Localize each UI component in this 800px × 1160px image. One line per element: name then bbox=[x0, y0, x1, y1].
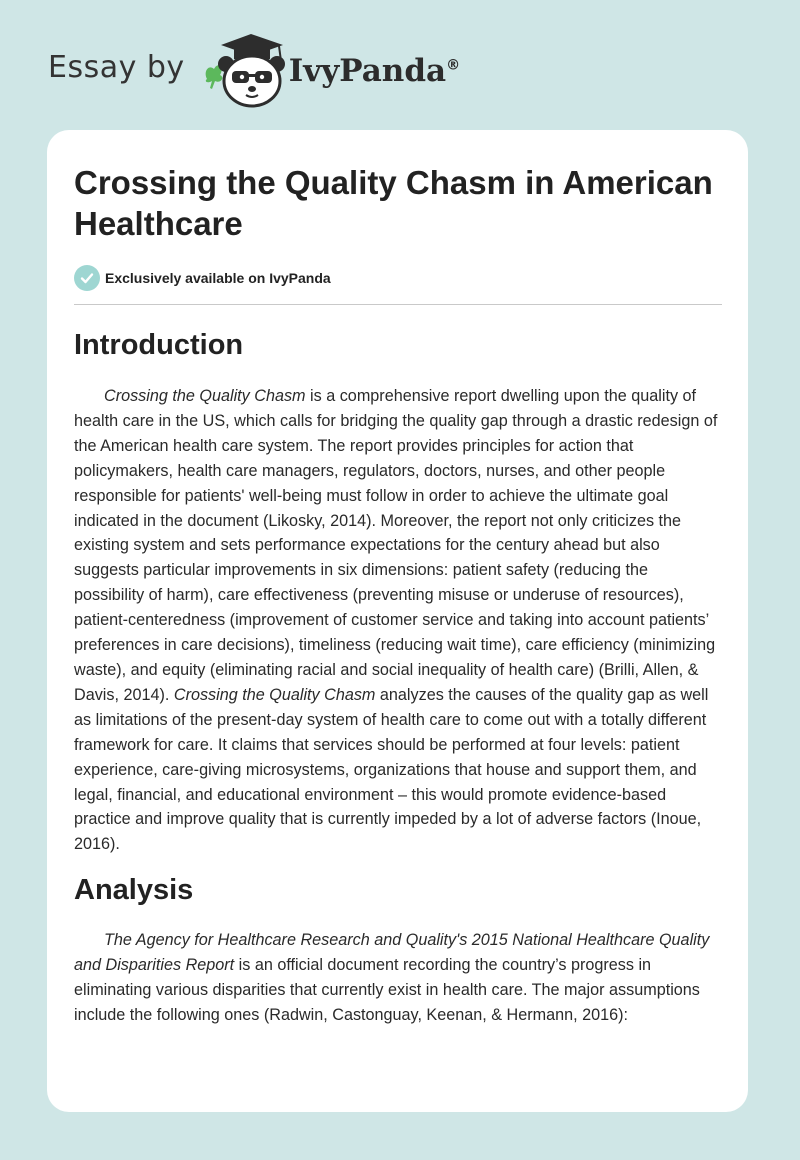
brand-prefix: Essay by bbox=[48, 49, 185, 85]
section-heading-analysis: Analysis bbox=[74, 874, 194, 907]
brand-header bbox=[48, 30, 460, 110]
article-card bbox=[47, 130, 748, 1112]
exclusive-label: Exclusively available on IvyPanda bbox=[105, 270, 331, 286]
registered-mark: ® bbox=[446, 57, 461, 74]
divider bbox=[74, 304, 722, 305]
report-title-italic: Crossing the Quality Chasm bbox=[104, 387, 306, 405]
paragraph-text: is a comprehensive report dwelling upon the quality of health care in the US, which calls for bridging the quality gap through a drastic redesign of the American health care system. The report provides principles for action that policymakers, health care managers, regulators, doctors, nurses, and other people responsible for patients' well-being must follow in order to achieve the ultimate goal indicated in the document (Likosky, 2014). Moreover, the report not only criticizes the existing system and sets performance expectations for the century ahead but also suggests particular improvements in six dimensions: patient safety (reducing the possibility of harm), care effectiveness (preventing misuse or underuse of resources), patient-centeredness (improvement of customer service and taking into account patients’ preferences in care decisions), timeliness (reducing wait time), care efficiency (minimizing waste), and equity (eliminating racial and social inequality of health care) (Brilli, Allen, & Davis, 2014). bbox=[74, 387, 718, 704]
brand-name[interactable]: IvyPanda® bbox=[288, 53, 461, 89]
page-title: Crossing the Quality Chasm in American Healthcare bbox=[74, 164, 713, 242]
paragraph-text: analyzes the causes of the quality gap as well as limitations of the present-day system of health care to come out with a totally different framework for care. It claims that services should be performed at four levels: patient experience, care-giving microsystems, organizations that house and support them, and legal, financial, and educational environment – this would promote evidence-based practice and improve quality that is currently impeded by a lot of adverse factors (Inoue, 2016). bbox=[74, 685, 709, 854]
panda-logo-icon[interactable] bbox=[201, 31, 287, 109]
report-title-italic: Crossing the Quality Chasm bbox=[173, 685, 376, 704]
report-title-italic: The Agency for Healthcare Research and Quality's 2015 National Healthcare Quality and Disparities Report bbox=[74, 931, 710, 975]
analysis-paragraph bbox=[74, 928, 722, 1028]
paragraph-text: is an official document recording the country’s progress in eliminating various disparities that currently exist in health care. The major assumptions include the following ones (Radwin, Castonguay, Keenan, & Hermann, 2016): bbox=[74, 956, 700, 1024]
introduction-paragraph bbox=[74, 384, 722, 857]
checkmark-icon bbox=[74, 265, 100, 291]
section-heading-introduction: Introduction bbox=[74, 329, 244, 361]
exclusive-badge bbox=[74, 264, 722, 292]
